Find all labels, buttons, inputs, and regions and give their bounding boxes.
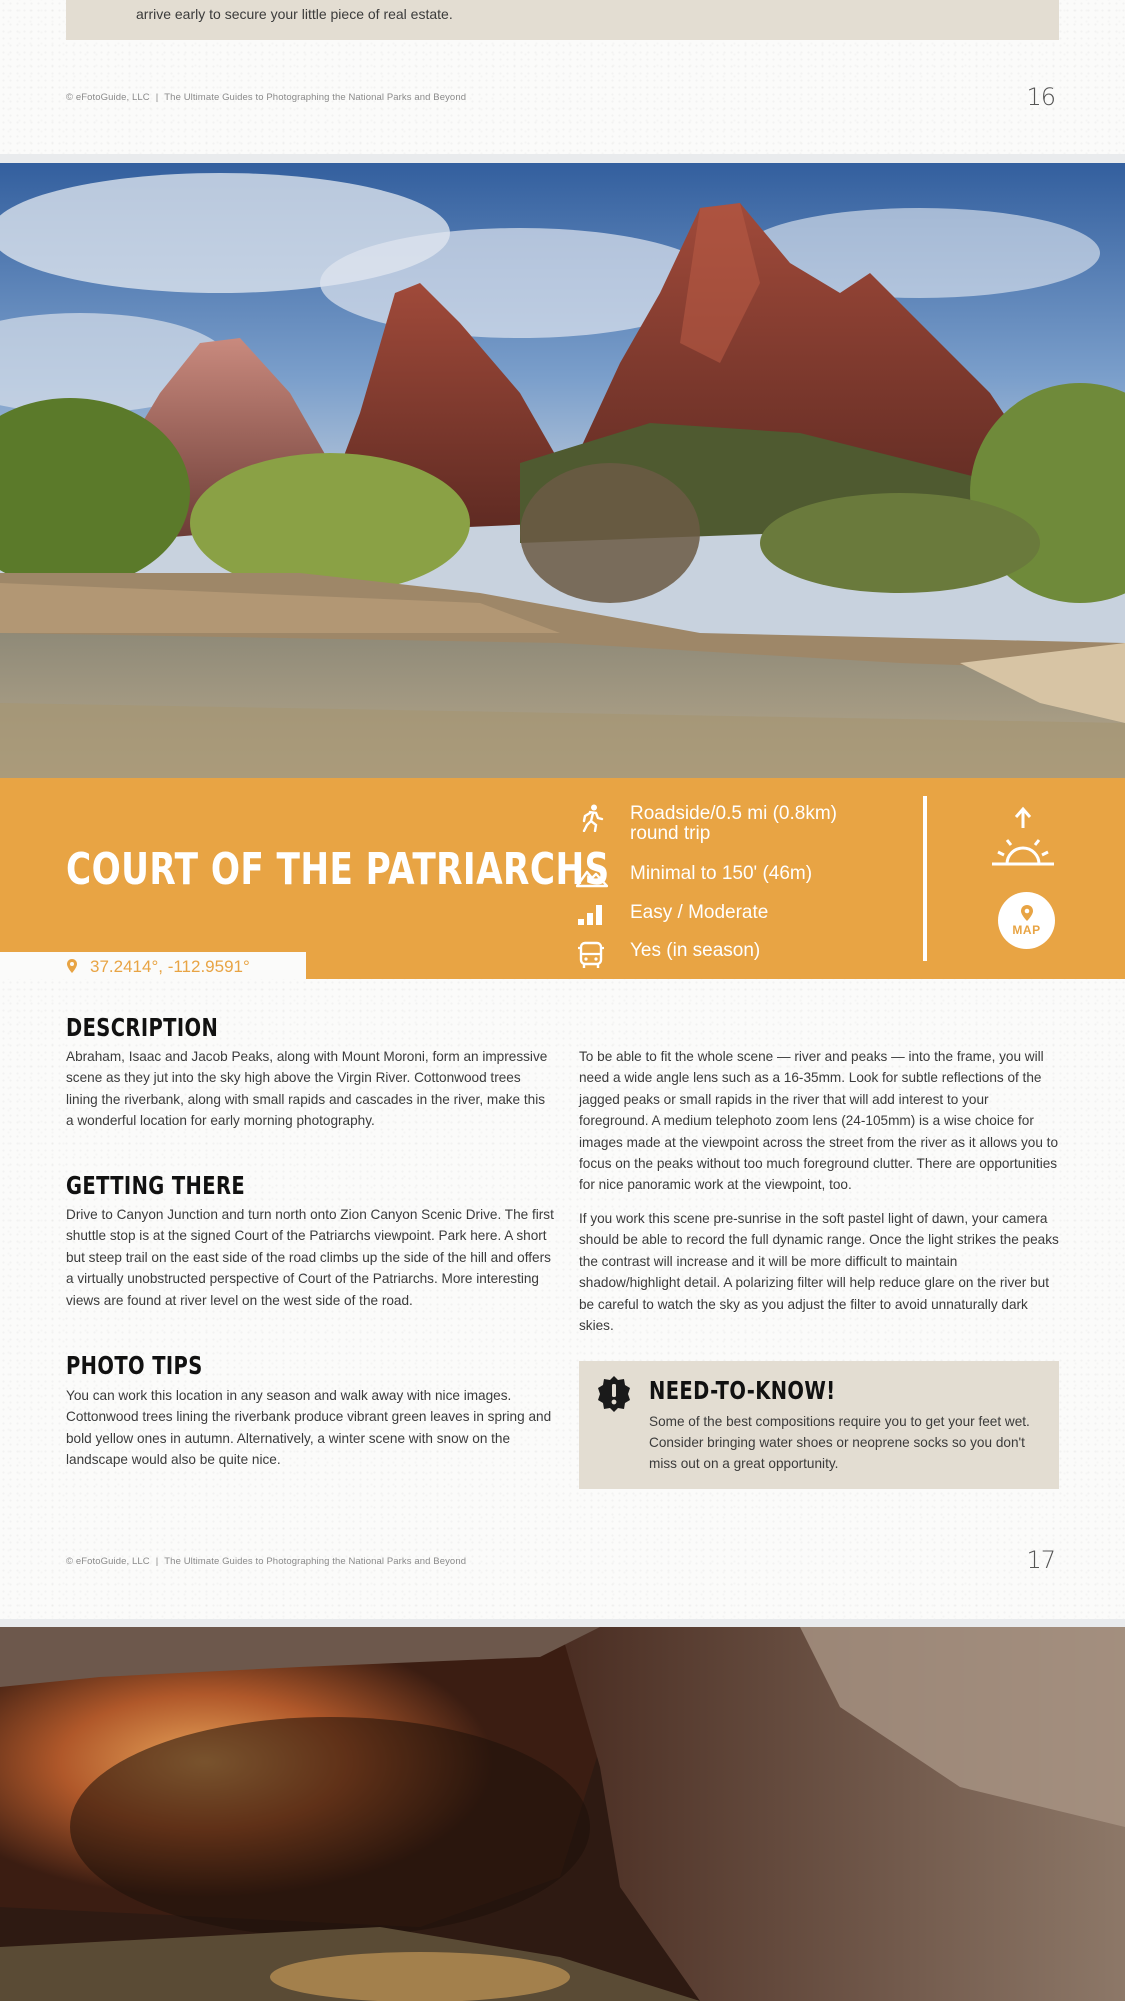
description-text: Abraham, Isaac and Jacob Peaks, along with Mount Moroni, form an impressive scene as they jut into the sky high above the Virgin River. Cottonwood trees lining the riverbank, along with small rapids and cascades in the river, make this a wonderful location for early morning photography. (66, 1049, 548, 1129)
info-distance (576, 804, 837, 844)
footer-copyright: © eFotoGuide, LLC (66, 92, 150, 103)
map-button-label: MAP (1012, 923, 1041, 937)
difficulty-bars-icon (576, 903, 608, 931)
footer-copyright: © eFotoGuide, LLC (66, 1556, 150, 1567)
mountain-icon (576, 864, 608, 892)
page-number: 16 (1026, 83, 1055, 111)
previous-page (0, 0, 1125, 154)
subway-canyon-photo (0, 1627, 1125, 2001)
info-distance-line1: Roadside/0.5 mi (0.8km) (630, 803, 837, 824)
band-divider (923, 796, 927, 961)
court-of-patriarchs-photo (0, 163, 1125, 778)
need-to-know-heading: NEED-TO-KNOW! (649, 1376, 836, 1405)
page-17 (0, 979, 1125, 1619)
footer-series: The Ultimate Guides to Photographing the National Parks and Beyond (164, 1556, 467, 1567)
info-elevation (576, 864, 812, 892)
page-footer-credit (66, 92, 466, 103)
photo-tips-text: You can work this location in any season and walk away with nice images. Cottonwood trees lining the riverbank produce vibrant green leaves in spring and bold yellow ones in autumn. Alternatively, a winter scene with snow on the landscape would also be quite nice. (66, 1388, 552, 1468)
exclamation-badge-icon (595, 1375, 633, 1413)
page-number: 17 (1026, 1546, 1055, 1574)
need-to-know-text: Some of the best compositions require you to get your feet wet. Consider bringing water shoes or neoprene socks so you don't miss out on a great opportunity. (649, 1414, 1030, 1471)
info-shuttle (576, 941, 760, 969)
need-to-know-box (579, 1361, 1059, 1489)
footer-series: The Ultimate Guides to Photographing the National Parks and Beyond (164, 92, 467, 103)
footer-separator: | (155, 1556, 159, 1567)
previous-tip-box (66, 0, 1059, 40)
photo-tips-heading: PHOTO TIPS (66, 1351, 203, 1380)
location-pin-icon (66, 958, 78, 974)
info-distance-line2: round trip (630, 823, 711, 844)
location-title: COURT OF THE PATRIARCHS (66, 844, 610, 895)
getting-there-text: Drive to Canyon Junction and turn north onto Zion Canyon Scenic Drive. The first shuttle stop is at the signed Court of the Patriarchs viewpoint. Park here. A short but steep trail on the east side of the road climbs up the side of the hill and offers a virtually unobstructed perspective of Court of the Patriarchs. More interesting views are found at river level on the west side of the road. (66, 1207, 554, 1308)
right-column-paragraph-2: If you work this scene pre-sunrise in the soft pastel light of dawn, your camera should be able to record the full dynamic range. Once the light strikes the peaks the contrast will increase and it will be more difficult to maintain shadow/highlight detail. A polarizing filter will help reduce glare on the river but be careful to watch the sky as you adjust the filter to avoid unnaturally dark skies. (579, 1211, 1059, 1334)
coordinates-text: 37.2414°, -112.9591° (90, 957, 250, 976)
description-heading: DESCRIPTION (66, 1013, 219, 1042)
right-column-paragraph-1: To be able to fit the whole scene — river and peaks — into the frame, you will need a wide angle lens such as a 16-35mm. Look for subtle reflections of the jagged peaks or small rapids in the river that will add interest to your foreground. A medium telephoto zoom lens (24-105mm) is a wise choice for images made at the viewpoint across the street from the river as it allows you to focus on the peaks without too much foreground clutter. There are opportunities for nice panoramic work at the viewpoint, too. (579, 1049, 1059, 1193)
hiker-icon (576, 804, 608, 832)
page-footer-credit (66, 1556, 466, 1567)
info-difficulty (576, 903, 768, 931)
previous-tip-text: arrive early to secure your little piece of real estate. (136, 6, 453, 22)
info-elevation-text: Minimal to 150' (46m) (630, 863, 813, 884)
shuttle-bus-icon (576, 941, 608, 969)
sunrise-icon (990, 806, 1056, 868)
coordinates-tab (0, 952, 306, 982)
map-button[interactable] (998, 892, 1055, 949)
footer-separator: | (155, 92, 159, 103)
info-shuttle-text: Yes (in season) (630, 940, 761, 961)
getting-there-heading: GETTING THERE (66, 1171, 246, 1200)
map-pin-icon (1020, 904, 1034, 922)
info-difficulty-text: Easy / Moderate (630, 902, 769, 923)
location-header-band (0, 778, 1125, 979)
